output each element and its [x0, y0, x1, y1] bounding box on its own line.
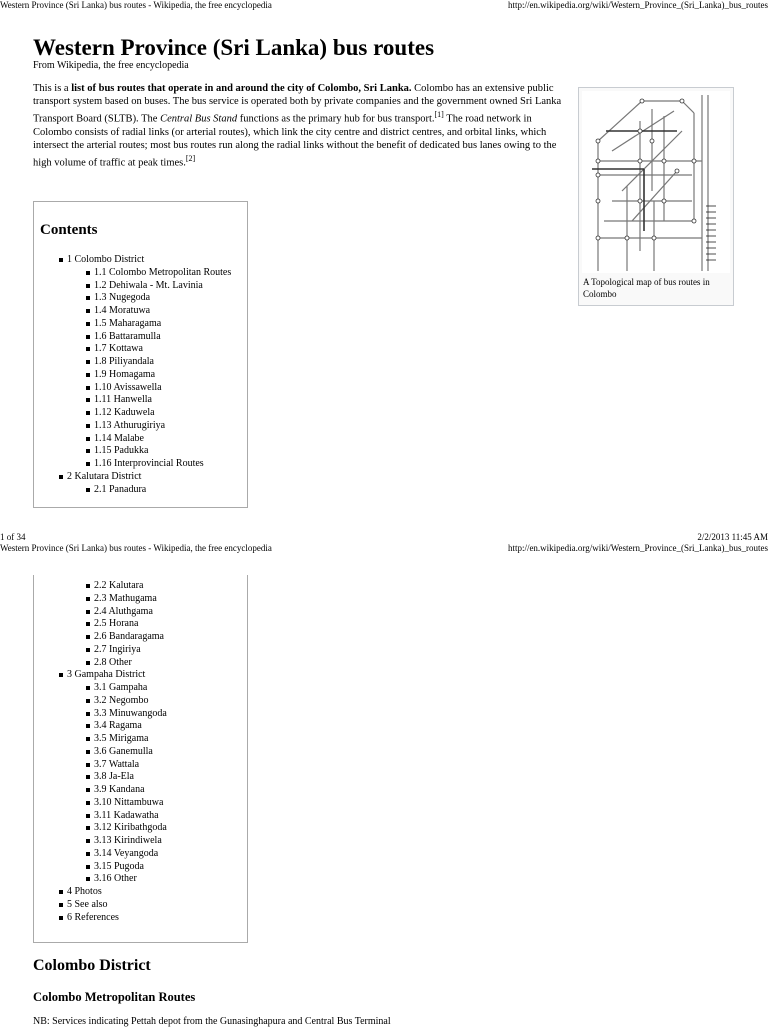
toc-item[interactable]: 1.6 Battaramulla [34, 331, 247, 344]
map-thumbnail [578, 87, 734, 306]
toc-item[interactable]: 3.6 Ganemulla [34, 746, 247, 759]
note-text: NB: Services indicating Pettah depot from the Gunasinghapura and Central Bus Terminal [33, 1016, 391, 1027]
toc-item[interactable]: 1.4 Moratuwa [34, 305, 247, 318]
page-subtitle: From Wikipedia, the free encyclopedia [33, 60, 189, 71]
toc-item[interactable]: 3.1 Gampaha [34, 682, 247, 695]
toc-item[interactable]: 1.12 Kaduwela [34, 407, 247, 420]
toc-item[interactable]: 1 Colombo District [34, 254, 247, 267]
toc-item[interactable]: 1.1 Colombo Metropolitan Routes [34, 267, 247, 280]
toc-list [34, 580, 247, 924]
intro-text: functions as the primary hub for bus transport. [237, 113, 435, 125]
toc-item[interactable]: 3.14 Veyangoda [34, 848, 247, 861]
toc-item[interactable]: 1.16 Interprovincial Routes [34, 458, 247, 471]
toc-item[interactable]: 1.10 Avissawella [34, 382, 247, 395]
toc-item[interactable]: 1.7 Kottawa [34, 343, 247, 356]
reference-link[interactable]: [1] [434, 110, 444, 119]
central-bus-stand-link[interactable]: Central Bus Stand [160, 113, 238, 125]
header-page-title: Western Province (Sri Lanka) bus routes - Wikipedia, the free encyclopedia [0, 0, 272, 10]
toc-item[interactable]: 2 Kalutara District [34, 471, 247, 484]
toc-item[interactable]: 2.6 Bandaragama [34, 631, 247, 644]
toc-item[interactable]: 1.2 Dehiwala - Mt. Lavinia [34, 280, 247, 293]
toc-item[interactable]: 3.11 Kadawatha [34, 810, 247, 823]
thumbnail-caption: A Topological map of bus routes in Colombo [583, 277, 710, 299]
toc-item[interactable]: 1.11 Hanwella [34, 394, 247, 407]
toc-item[interactable]: 2.4 Aluthgama [34, 606, 247, 619]
intro-text: The road network in Colombo consists of radial links (or arterial routes), which link the city centre and district centres, and orbital links, which intersect the arterial routes; most bus routes run along the radial links without the benefit of dedicated bus lanes owing to the high volume of traffic at peak times. [33, 113, 557, 168]
print-header [0, 0, 768, 11]
toc-item[interactable]: 3.10 Nittambuwa [34, 797, 247, 810]
toc-item[interactable]: 6 References [34, 912, 247, 925]
table-of-contents-continued [33, 575, 248, 943]
header-url: http://en.wikipedia.org/wiki/Western_Province_(Sri_Lanka)_bus_routes [507, 0, 768, 10]
footer-page-number: 1 of 34 [0, 532, 26, 542]
reference-link[interactable]: [2] [185, 153, 196, 163]
page-title: Western Province (Sri Lanka) bus routes [33, 35, 435, 60]
toc-item[interactable]: 1.8 Piliyandala [34, 356, 247, 369]
intro-paragraph [33, 82, 563, 169]
toc-item[interactable]: 1.5 Maharagama [34, 318, 247, 331]
section-heading: Colombo District [33, 957, 151, 974]
toc-item[interactable]: 3.16 Other [34, 873, 247, 886]
header-page-title: Western Province (Sri Lanka) bus routes - Wikipedia, the free encyclopedia [0, 543, 272, 553]
toc-item[interactable]: 3.9 Kandana [34, 784, 247, 797]
toc-item[interactable]: 1.9 Homagama [34, 369, 247, 382]
toc-item[interactable]: 3.15 Pugoda [34, 861, 247, 874]
toc-item[interactable]: 3.7 Wattala [34, 759, 247, 772]
toc-item[interactable]: 1.13 Athurugiriya [34, 420, 247, 433]
header-url: http://en.wikipedia.org/wiki/Western_Province_(Sri_Lanka)_bus_routes [507, 543, 768, 553]
toc-item[interactable]: 3 Gampaha District [34, 669, 247, 682]
toc-item[interactable]: 3.3 Minuwangoda [34, 708, 247, 721]
toc-item[interactable]: 2.5 Horana [34, 618, 247, 631]
toc-item[interactable]: 3.5 Mirigama [34, 733, 247, 746]
toc-item[interactable]: 3.13 Kirindiwela [34, 835, 247, 848]
toc-item[interactable]: 5 See also [34, 899, 247, 912]
toc-item[interactable]: 1.15 Padukka [34, 445, 247, 458]
toc-item[interactable]: 2.2 Kalutara [34, 580, 247, 593]
toc-title: Contents [40, 222, 98, 238]
bus-route-map-image[interactable] [582, 91, 730, 273]
print-header [0, 543, 768, 554]
toc-item[interactable]: 2.1 Panadura [34, 484, 247, 497]
subsection-heading: Colombo Metropolitan Routes [33, 990, 196, 1004]
toc-item[interactable]: 4 Photos [34, 886, 247, 899]
toc-item[interactable]: 3.12 Kiribathgoda [34, 822, 247, 835]
intro-text: Colombo has an extensive public transport system based on buses. The bus service is operated both by private companies and the government owned Sri Lanka Transport Board (SLTB). The [33, 83, 562, 125]
toc-item[interactable]: 3.4 Ragama [34, 720, 247, 733]
intro-bold: list of bus routes that operate in and around the city of Colombo, Sri Lanka. [71, 83, 412, 94]
toc-list [34, 254, 247, 496]
toc-item[interactable]: 3.8 Ja-Ela [34, 771, 247, 784]
table-of-contents [33, 201, 248, 508]
toc-item[interactable]: 2.8 Other [34, 657, 247, 670]
toc-item[interactable]: 2.3 Mathugama [34, 593, 247, 606]
toc-item[interactable]: 2.7 Ingiriya [34, 644, 247, 657]
toc-item[interactable]: 1.3 Nugegoda [34, 292, 247, 305]
intro-text: This is a [33, 83, 72, 94]
toc-item[interactable]: 3.2 Negombo [34, 695, 247, 708]
toc-item[interactable]: 1.14 Malabe [34, 433, 247, 446]
footer-timestamp: 2/2/2013 11:45 AM [697, 532, 768, 542]
